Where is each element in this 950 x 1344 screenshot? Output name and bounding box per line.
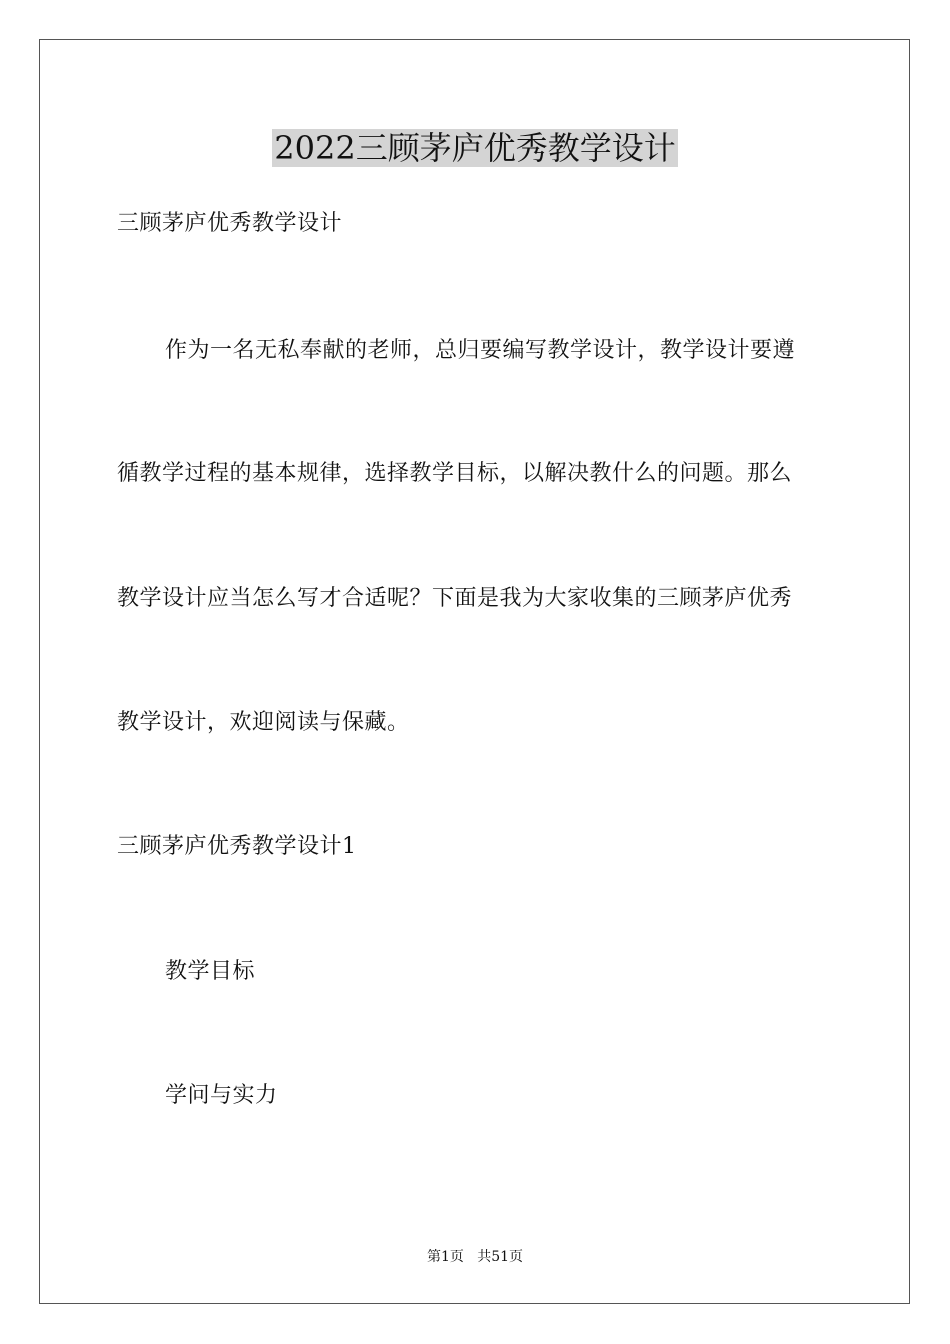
item-knowledge-ability: 学问与实力 xyxy=(165,1083,278,1108)
intro-line-3: 教学设计应当怎么写才合适呢？下面是我为大家收集的三顾茅庐优秀 xyxy=(117,586,793,611)
intro-line-4: 教学设计，欢迎阅读与保藏。 xyxy=(117,710,410,735)
intro-line-1: 作为一名无私奉献的老师，总归要编写教学设计，教学设计要遵 xyxy=(165,338,796,363)
page-footer: 第1页 共51页 xyxy=(426,1249,524,1265)
document-subtitle: 三顾茅庐优秀教学设计 xyxy=(117,211,343,236)
item-teaching-goals: 教学目标 xyxy=(165,959,256,984)
intro-line-2: 循教学过程的基本规律，选择教学目标，以解决教什么的问题。那么 xyxy=(117,461,793,486)
section-heading: 三顾茅庐优秀教学设计1 xyxy=(117,834,357,859)
document-title: 2022三顾茅庐优秀教学设计 xyxy=(274,129,676,167)
